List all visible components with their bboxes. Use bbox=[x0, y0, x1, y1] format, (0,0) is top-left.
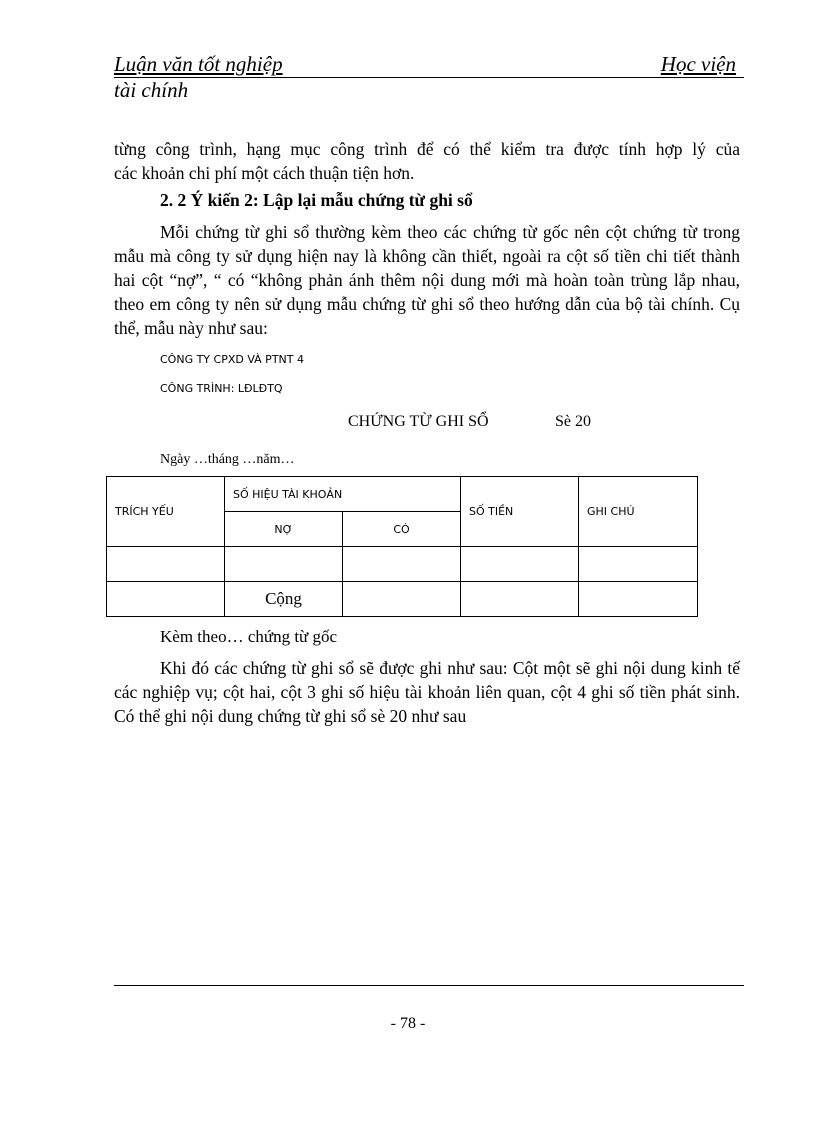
date-line: Ngày …tháng …năm… bbox=[160, 452, 295, 467]
attached-documents-line: Kèm theo… chứng từ gốc bbox=[160, 627, 338, 646]
voucher-table bbox=[106, 476, 698, 617]
header-trich-yeu: TRÍCH YẾU bbox=[107, 477, 225, 547]
header-ghi-chu: GHI CHÚ bbox=[579, 477, 698, 547]
header-no: NỢ bbox=[225, 512, 343, 547]
table-cell bbox=[579, 547, 698, 582]
table-row bbox=[107, 547, 698, 582]
company-name: CÔNG TY CPXD VÀ PTNT 4 bbox=[160, 353, 304, 366]
table-cell bbox=[225, 547, 343, 582]
table-cell bbox=[343, 547, 461, 582]
section-heading: 2. 2 Ý kiến 2: Lập lại mẫu chứng từ ghi sổ bbox=[160, 190, 473, 210]
total-label: Cộng bbox=[225, 582, 343, 617]
paragraph-2: Mỗi chứng từ ghi sổ thường kèm theo các chứng từ gốc nên cột chứng từ trong mẫu mà công ty sử dụng hiện nay là không cần thiết, ngoài ra cột số tiền chi tiết thành hai cột “nợ”, “ có “không phản ánh thêm nội dung mới mà hoàn toàn trùng lắp nhau, theo em công ty nên sử dụng mẫu chứng từ ghi sổ theo hướng dẫn của bộ tài chính. Cụ thể, mẫu này như sau: bbox=[114, 222, 740, 338]
table-cell bbox=[461, 547, 579, 582]
header-so-hieu-tai-khoan: SỐ HIỆU TÀI KHOẢN bbox=[225, 477, 461, 512]
table-cell bbox=[107, 547, 225, 582]
header-continuation: tài chính bbox=[114, 78, 189, 102]
project-name: CÔNG TRÌNH: LĐLĐTQ bbox=[160, 382, 283, 395]
paragraph-3: Khi đó các chứng từ ghi sổ sẽ được ghi như sau: Cột một sẽ ghi nội dung kinh tế các nghiệp vụ; cột hai, cột 3 ghi số hiệu tài khoản liên quan, cột 4 ghi số tiền phát sinh. Có thể ghi nội dung chứng từ ghi sổ sè 20 như sau bbox=[114, 658, 740, 726]
total-row bbox=[107, 582, 698, 617]
header-so-tien: SỐ TIỀN bbox=[461, 477, 579, 547]
voucher-number: Sè 20 bbox=[555, 413, 591, 430]
paragraph-1 bbox=[114, 137, 740, 185]
header-co: CÓ bbox=[343, 512, 461, 547]
table-cell bbox=[343, 582, 461, 617]
header-left-title: Luận văn tốt nghiệp bbox=[114, 52, 283, 76]
paragraph-1-line-1: từng công trình, hạng mục công trình để có thể kiểm tra được tính hợp lý của bbox=[114, 139, 740, 159]
page-number: - 78 - bbox=[390, 1015, 426, 1032]
voucher-title: CHỨNG TỪ GHI SỔ bbox=[348, 413, 489, 430]
header-rule bbox=[114, 77, 744, 78]
table-cell bbox=[461, 582, 579, 617]
paragraph-1-line-2: các khoản chi phí một cách thuận tiện hơn. bbox=[114, 163, 415, 183]
header-right-title: Học viện bbox=[660, 52, 736, 76]
table-cell bbox=[107, 582, 225, 617]
footer-rule bbox=[114, 985, 744, 986]
table-cell bbox=[579, 582, 698, 617]
